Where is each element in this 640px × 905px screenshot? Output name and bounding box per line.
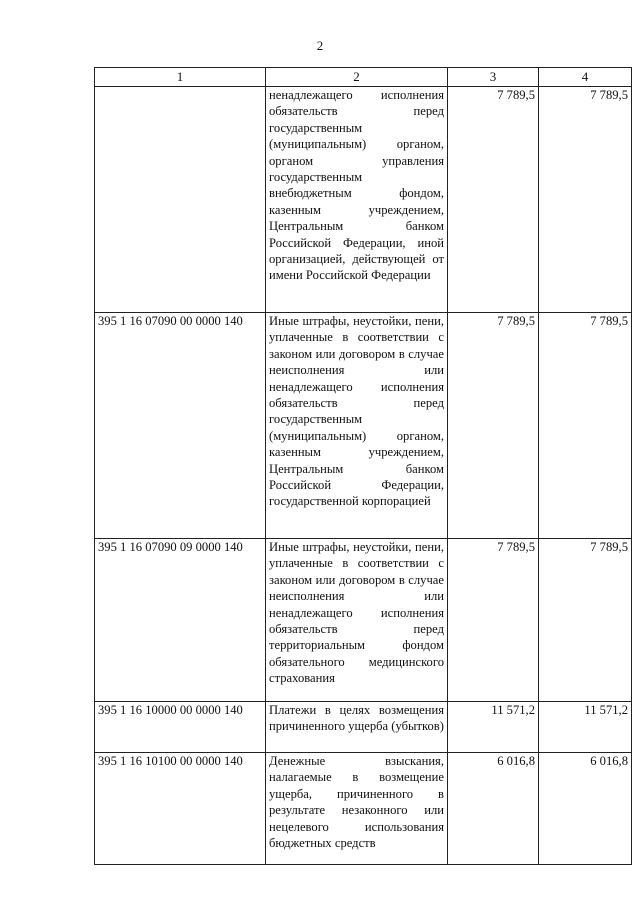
table-row [95,539,632,702]
table-row [95,87,632,313]
budget-code [95,87,266,313]
budget-code: 395 1 16 10000 00 0000 140 [95,702,266,753]
amount-col4 [539,87,632,313]
amount-col4 [539,702,632,753]
amount-col3 [448,753,539,865]
income-description: ненадлежащего исполнения обязательств перед государственным (муниципальным) органом, органом управления государственным внебюджетным фондом, казенным учреждением, Центральным банком Российской Федерации, иной организацией, действующей от имени Российской Федерации [266,87,448,313]
amount-col3-value: 6 016,8 [497,754,535,768]
budget-code: 395 1 16 10100 00 0000 140 [95,753,266,865]
income-description: Денежные взыскания, налагаемые в возмещение ущерба, причиненного в результате незаконного или нецелевого использования бюджетных средств [266,753,448,865]
header-col-1: 1 [95,68,266,87]
budget-code: 395 1 16 07090 09 0000 140 [95,539,266,702]
amount-col4 [539,539,632,702]
income-description: Иные штрафы, неустойки, пени, уплаченные в соответствии с законом или договором в случае неисполнения или ненадлежащего исполнения обязательств перед территориальным фондом обязательного медицинского страхования [266,539,448,702]
amount-col3-value: 7 789,5 [497,88,535,102]
header-col-4: 4 [539,68,632,87]
page-number: 2 [316,38,324,53]
header-row [95,68,632,87]
amount-col3-value: 7 789,5 [497,314,535,328]
amount-col4-value: 7 789,5 [590,540,628,554]
income-description: Иные штрафы, неустойки, пени, уплаченные в соответствии с законом или договором в случае неисполнения или ненадлежащего исполнения обязательств перед государственным (муниципальным) органом, казенным учреждением, Центральным банком Российской Федерации, государственной корпорацией [266,313,448,539]
amount-col4-value: 7 789,5 [590,88,628,102]
income-description: Платежи в целях возмещения причиненного ущерба (убытков) [266,702,448,753]
header-col-2: 2 [266,68,448,87]
header-col-3: 3 [448,68,539,87]
amount-col4 [539,753,632,865]
budget-table [94,67,632,865]
amount-col3 [448,702,539,753]
table-row [95,753,632,865]
amount-col4-value: 6 016,8 [590,754,628,768]
table-row [95,313,632,539]
amount-col4-value: 11 571,2 [584,703,628,717]
amount-col3-value: 11 571,2 [491,703,535,717]
amount-col4 [539,313,632,539]
amount-col3-value: 7 789,5 [497,540,535,554]
amount-col3 [448,87,539,313]
table-row [95,702,632,753]
amount-col3 [448,313,539,539]
amount-col4-value: 7 789,5 [590,314,628,328]
amount-col3 [448,539,539,702]
budget-code: 395 1 16 07090 00 0000 140 [95,313,266,539]
